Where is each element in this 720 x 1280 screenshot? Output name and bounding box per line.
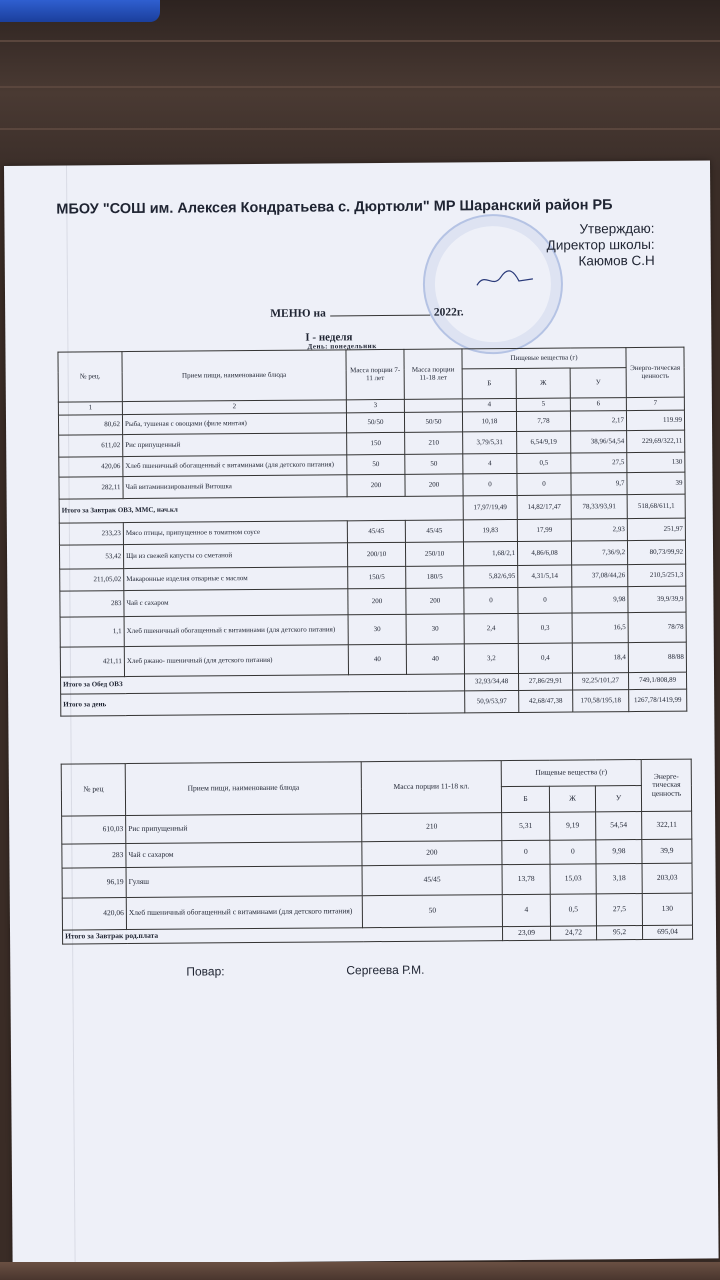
table-cell: 4,86/6,08 xyxy=(517,541,571,565)
desk-edge xyxy=(0,1262,720,1280)
menu-table-paid xyxy=(61,759,693,945)
table-cell: 0,4 xyxy=(518,643,572,673)
table-cell: Б xyxy=(462,368,516,398)
table-cell: 15,03 xyxy=(550,864,596,894)
table-cell: 95,2 xyxy=(596,926,642,940)
table-cell: 3,2 xyxy=(464,643,518,673)
table-cell: 119.99 xyxy=(626,410,684,430)
table-cell: Масса порции 11-18 кл. xyxy=(361,761,501,814)
table-cell: Масса порции 7-11 лет xyxy=(346,349,404,399)
table-cell: 420,06 xyxy=(62,898,126,931)
table-cell: 250/10 xyxy=(405,542,463,566)
table-cell: Чай витаминизированный Витошка xyxy=(123,475,347,499)
table-cell: 13,78 xyxy=(502,864,550,894)
table-cell: 39,9/39,9 xyxy=(628,586,686,612)
table-cell: 2,93 xyxy=(571,519,627,541)
table-cell: 229,69/322,11 xyxy=(627,430,685,452)
table-cell: 233,23 xyxy=(59,523,123,546)
table-cell: 150/5 xyxy=(348,566,406,588)
table-cell: 1 xyxy=(58,402,122,416)
cook-name: Сергеева Р.М. xyxy=(346,962,425,978)
table-cell: Хлеб пшеничный обогащенный с витаминами (для детского питания) xyxy=(124,615,348,647)
table-cell: 23,09 xyxy=(502,926,550,940)
table-cell: 0 xyxy=(502,840,550,864)
table-cell: 695,04 xyxy=(643,925,693,939)
table-cell: 611,02 xyxy=(59,435,123,458)
table-cell: 610,03 xyxy=(62,816,126,845)
pen-object xyxy=(0,0,160,22)
cook-label: Повар: xyxy=(186,964,225,979)
table-cell: 80,73/99,92 xyxy=(627,540,685,564)
table-cell: 30 xyxy=(348,614,406,644)
table-cell: 0,5 xyxy=(550,894,596,926)
table-cell: 150 xyxy=(347,432,405,454)
table-cell: 96,19 xyxy=(62,868,126,899)
table-cell: 4 xyxy=(463,453,517,473)
approve-line: Утверждаю: xyxy=(579,220,655,237)
table-cell: 5,82/6,95 xyxy=(464,565,518,587)
table-cell: 283 xyxy=(62,844,126,869)
table-cell: 30 xyxy=(406,614,464,644)
table-cell: 4,31/5,14 xyxy=(518,565,572,587)
table-cell: 50/50 xyxy=(346,412,404,432)
day-label: День: понедельник xyxy=(307,342,377,351)
table-cell: 39 xyxy=(627,472,685,494)
table-cell: 0 xyxy=(463,473,517,495)
table-cell: 1,68/2,1 xyxy=(463,541,517,565)
table-cell: 42,68/47,38 xyxy=(519,690,573,712)
table-cell: 200 xyxy=(347,474,405,496)
table-cell: Энерго-тическая ценность xyxy=(626,347,684,397)
table-cell: 18,4 xyxy=(572,643,628,673)
table-cell: Мясо птицы, припущенное в томатном соусе xyxy=(123,521,347,545)
table-cell: Итого за Завтрак ОВЗ, ММС, нач.кл xyxy=(59,496,463,523)
table-cell: 282,11 xyxy=(59,477,123,500)
table-cell: 5,31 xyxy=(502,812,550,840)
table-row xyxy=(62,893,692,930)
table-cell: 3,18 xyxy=(596,864,642,894)
table-cell: 80,62 xyxy=(58,415,122,436)
table-cell: Хлеб пшеничный обогащенный с витаминами (для детского питания) xyxy=(123,455,347,477)
table-cell: Масса порции 11-18 лет xyxy=(404,349,462,399)
table-cell: 40 xyxy=(406,644,464,674)
table-cell: 420,06 xyxy=(59,457,123,478)
table-cell: 749,1/808,89 xyxy=(629,672,687,689)
table-cell: Итого за Завтрак род.плата xyxy=(63,927,503,944)
table-cell: Чай с сахаром xyxy=(126,842,362,868)
table-cell: 24,72 xyxy=(550,926,596,940)
table-cell: 170,58/195,18 xyxy=(573,690,629,712)
table-cell: 50/50 xyxy=(404,412,462,432)
table-cell: Ж xyxy=(549,786,595,812)
table-cell: Итого за день xyxy=(61,691,465,716)
menu-title: МЕНЮ на 2022г. xyxy=(270,306,464,320)
table-cell: 1,1 xyxy=(60,617,124,648)
table-cell: 54,54 xyxy=(596,812,642,840)
table-row xyxy=(60,642,686,677)
table-cell: 3 xyxy=(346,399,404,412)
table-cell: 9,98 xyxy=(596,840,642,864)
menu-table-main xyxy=(57,347,687,717)
table-cell: 88/88 xyxy=(628,642,686,672)
table-cell: 7,36/9,2 xyxy=(571,541,627,565)
week-label: I - неделя xyxy=(305,331,353,344)
table-cell: 130 xyxy=(642,893,692,925)
table-cell: Рис припущенный xyxy=(123,433,347,457)
table-cell: 19,83 xyxy=(463,519,517,541)
table-cell: 6,54/9,19 xyxy=(517,431,571,453)
table-cell: 200 xyxy=(348,588,406,614)
table-cell: Хлеб пшеничный обогащенный с витаминами (для детского питания) xyxy=(126,896,362,930)
table-cell: 210 xyxy=(405,432,463,454)
table-cell: 0 xyxy=(464,587,518,613)
table-cell: 38,96/54,54 xyxy=(571,431,627,453)
table-cell: 210 xyxy=(362,813,502,842)
table-cell: 3,79/5,31 xyxy=(463,431,517,453)
table-cell: 40 xyxy=(348,644,406,674)
table-cell: 4 xyxy=(462,398,516,411)
table-cell: 53,42 xyxy=(59,545,123,570)
table-cell: 32,93/34,48 xyxy=(465,673,519,690)
table-cell: 200 xyxy=(406,588,464,614)
table-cell: 7,78 xyxy=(516,411,570,431)
table-cell: 283 xyxy=(60,591,124,618)
table-cell: 2,17 xyxy=(570,411,626,431)
table-cell: 45/45 xyxy=(405,520,463,542)
table-cell: Итого за Обед ОВЗ xyxy=(61,674,465,694)
table-cell: 50 xyxy=(347,454,405,474)
day-total-row xyxy=(61,689,687,716)
table-cell: № рец xyxy=(61,764,125,817)
table-cell: Прием пищи, наименование блюда xyxy=(122,350,346,402)
table-cell: Гуляш xyxy=(126,866,362,898)
table-cell: 7 xyxy=(626,397,684,410)
table-cell: 1267,78/1419,99 xyxy=(629,689,687,711)
table-cell: 210,5/251,3 xyxy=(628,564,686,586)
table-cell: 203,03 xyxy=(642,863,692,893)
table-cell: Пищевые вещества (г) xyxy=(462,348,626,369)
table-cell: 2 xyxy=(122,400,346,415)
table-cell: У xyxy=(595,786,641,812)
table-cell: 6 xyxy=(570,398,626,411)
table-cell: Рис припущенный xyxy=(126,814,362,844)
approval-block xyxy=(494,221,654,270)
table-cell: 0,3 xyxy=(518,613,572,643)
menu-document xyxy=(4,160,719,1264)
director-line: Директор школы: xyxy=(546,236,655,253)
table-cell: 5 xyxy=(516,398,570,411)
table-cell: Макаронные изделия отварные с маслом xyxy=(124,567,348,591)
table-cell: 50 xyxy=(405,454,463,474)
table-cell: 211,05,02 xyxy=(60,569,124,592)
table-cell: 27,5 xyxy=(596,894,642,926)
table-cell: Чай с сахаром xyxy=(124,589,348,617)
table-cell: 4 xyxy=(502,894,550,926)
table-cell: 9,98 xyxy=(572,587,628,613)
table-cell: 10,18 xyxy=(462,411,516,431)
table-cell: У xyxy=(570,368,626,398)
table-cell: 130 xyxy=(627,452,685,472)
table-cell: 322,11 xyxy=(642,811,692,839)
table-cell: 0 xyxy=(550,840,596,864)
table-cell: 17,99 xyxy=(517,519,571,541)
table-cell: Щи из свежей капусты со сметаной xyxy=(123,543,347,569)
director-name: Каюмов С.Н xyxy=(578,252,655,269)
table-cell: Энерге-тическая ценность xyxy=(641,759,691,811)
organization-title: МБОУ "СОШ им. Алексея Кондратьева с. Дюртюли" МР Шаранский район РБ xyxy=(56,197,613,218)
table-cell: 180/5 xyxy=(406,566,464,588)
table-cell: 0 xyxy=(517,473,571,495)
table-cell: Пищевые вещества (г) xyxy=(501,760,641,787)
table-cell: 518,68/611,1 xyxy=(627,494,685,518)
table-cell: 78,33/93,91 xyxy=(571,495,627,519)
table-cell: № рец. xyxy=(58,352,122,403)
table-cell: 16,5 xyxy=(572,613,628,643)
table-cell: 200/10 xyxy=(347,542,405,566)
table-cell: 9,7 xyxy=(571,473,627,495)
table-cell: 39,9 xyxy=(642,839,692,863)
table-cell: 27,86/29,91 xyxy=(519,673,573,690)
table-cell: 200 xyxy=(405,474,463,496)
table-cell: 2,4 xyxy=(464,613,518,643)
table-cell: Прием пищи, наименование блюда xyxy=(125,762,361,816)
table-row xyxy=(60,612,686,647)
table-cell: 251,97 xyxy=(627,518,685,540)
table-cell: Хлеб ржано- пшеничный (для детского питания) xyxy=(124,645,348,677)
table-cell: 27,5 xyxy=(571,453,627,473)
table-cell: Рыба, тушеная с овощами (филе минтая) xyxy=(122,413,346,435)
table-cell: 200 xyxy=(362,841,502,866)
table-cell: 78/78 xyxy=(628,612,686,642)
table-cell: 0 xyxy=(518,587,572,613)
table-cell: 50,9/53,97 xyxy=(465,690,519,712)
table-cell xyxy=(404,399,462,412)
signature xyxy=(475,267,535,291)
table-cell: 17,97/19,49 xyxy=(463,495,517,519)
table-cell: 50 xyxy=(362,895,502,928)
table-row xyxy=(62,863,692,898)
desk-background xyxy=(0,0,720,170)
table-cell: Б xyxy=(501,786,549,812)
table-cell: 45/45 xyxy=(347,520,405,542)
table-cell: 45/45 xyxy=(362,865,502,896)
table-cell: 37,08/44,26 xyxy=(572,565,628,587)
table-cell: 92,25/101,27 xyxy=(572,673,628,690)
table-cell: 0,5 xyxy=(517,453,571,473)
table-cell: 9,19 xyxy=(550,812,596,840)
table-cell: 421,11 xyxy=(60,647,124,678)
table-cell: Ж xyxy=(516,368,570,398)
table-cell: 14,82/17,47 xyxy=(517,495,571,519)
